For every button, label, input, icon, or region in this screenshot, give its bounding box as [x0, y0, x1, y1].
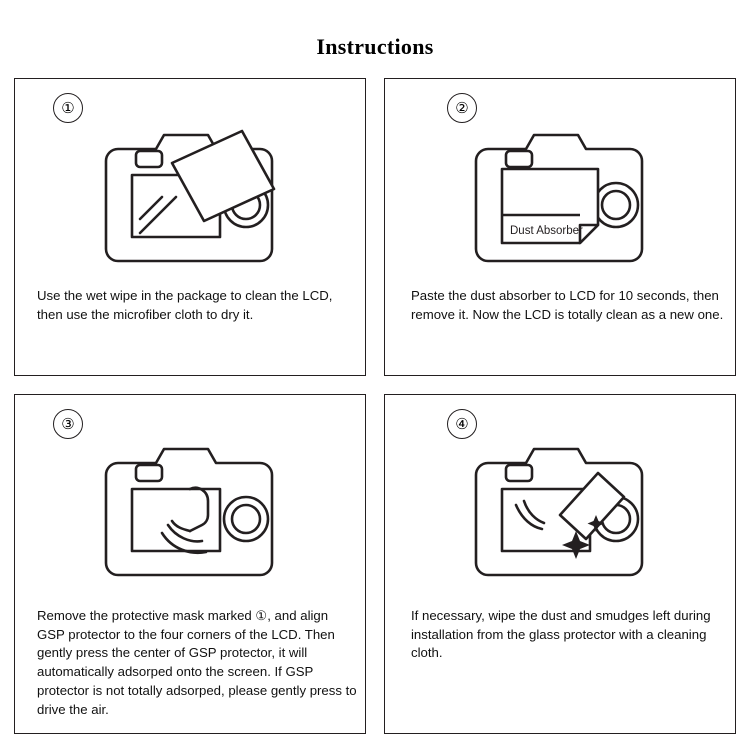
step-panel-3	[14, 394, 366, 734]
step-caption-4: If necessary, wipe the dust and smudges left during installation from the glass protector with a cleaning cloth.	[411, 608, 711, 661]
step-illustration-4	[385, 411, 735, 599]
dust-absorber-label: Dust Absorber	[510, 225, 583, 237]
step-caption-2: Paste the dust absorber to LCD for 10 seconds, then remove it. Now the LCD is totally clean as a new one.	[411, 288, 724, 322]
page-title: Instructions	[316, 34, 434, 59]
step-caption-3: Remove the protective mask marked ①, and align GSP protector to the four corners of the LCD. Then gently press the center of GSP protector, it will automatically adsorped onto the screen. If GSP protector is not totally adsorped, please gently press to drive the air.	[37, 608, 357, 717]
step-panel-2	[384, 78, 736, 376]
step-panel-4	[384, 394, 736, 734]
step-number-2: ②	[447, 93, 477, 123]
step-caption-1: Use the wet wipe in the package to clean the LCD, then use the microfiber cloth to dry it.	[37, 288, 333, 322]
step-illustration-1	[15, 97, 365, 287]
step-number-4: ④	[447, 409, 477, 439]
step-panel-1	[14, 78, 366, 376]
step-number-1: ①	[53, 93, 83, 123]
step-number-3: ③	[53, 409, 83, 439]
step-illustration-2	[385, 97, 735, 287]
steps-grid	[14, 78, 736, 734]
step-illustration-3	[15, 411, 365, 599]
